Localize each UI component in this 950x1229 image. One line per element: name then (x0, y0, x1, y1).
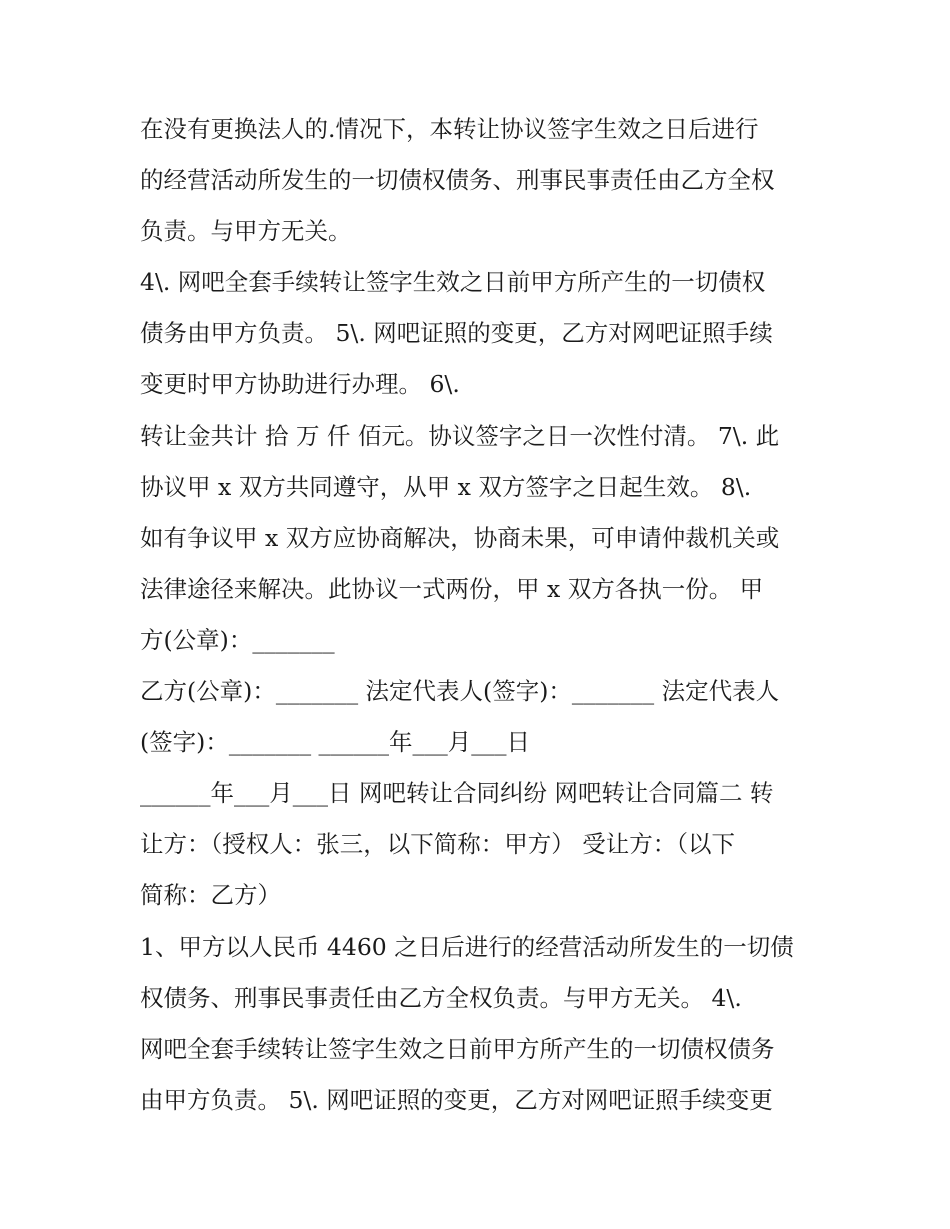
text-line: 的经营活动所发生的一切债权债务、刑事民事责任由乙方全权 (140, 166, 775, 195)
text-line: 权债务、刑事民事责任由乙方全权负责。与甲方无关。 4\. (140, 983, 742, 1012)
text-line: 由甲方负责。 5\. 网吧证照的变更，乙方对网吧证照手续变更 (140, 1085, 773, 1114)
text-line: 在没有更换法人的.情况下，本转让协议签字生效之日后进行 (140, 115, 759, 143)
text-line: 1、甲方以人民币 4460 之日后进行的经营活动所发生的一切债 (140, 932, 794, 961)
text-line: 法律途径来解决。此协议一式两份，甲 x 双方各执一份。 甲 (140, 574, 764, 603)
text-line: 负责。与甲方无关。 (140, 217, 352, 246)
text-line: 协议甲 x 双方共同遵守，从甲 x 双方签字之日起生效。 8\. (140, 472, 752, 501)
signature-line-party-a: 方(公章)：_______ (140, 625, 335, 654)
text-line: 简称：乙方） (140, 881, 281, 910)
text-line: 4\. 网吧全套手续转让签字生效之日前甲方所产生的一切债权 (140, 268, 766, 297)
text-line: 如有争议甲 x 双方应协商解决，协商未果，可申请仲裁机关或 (140, 523, 780, 552)
signature-line-party-b: 乙方(公章)：_______ 法定代表人(签字)：_______ 法定代表人 (140, 677, 780, 706)
text-line: 网吧全套手续转让签字生效之日前甲方所产生的一切债权债务 (140, 1034, 775, 1063)
text-line: 变更时甲方协助进行办理。 6\. (140, 370, 460, 399)
contract-body-text (140, 104, 820, 1126)
signature-date-line: (签字)：_______ ______年___月___日 (140, 728, 531, 757)
text-line: 转让金共计 拾 万 仟 佰元。协议签字之日一次性付清。 7\. 此 (140, 421, 780, 450)
text-line: ______年___月___日 网吧转让合同纠纷 网吧转让合同篇二 转 (140, 779, 774, 808)
text-line: 债务由甲方负责。 5\. 网吧证照的变更，乙方对网吧证照手续 (140, 319, 773, 348)
text-line: 让方：（授权人：张三，以下简称：甲方） 受让方：（以下 (140, 830, 735, 859)
